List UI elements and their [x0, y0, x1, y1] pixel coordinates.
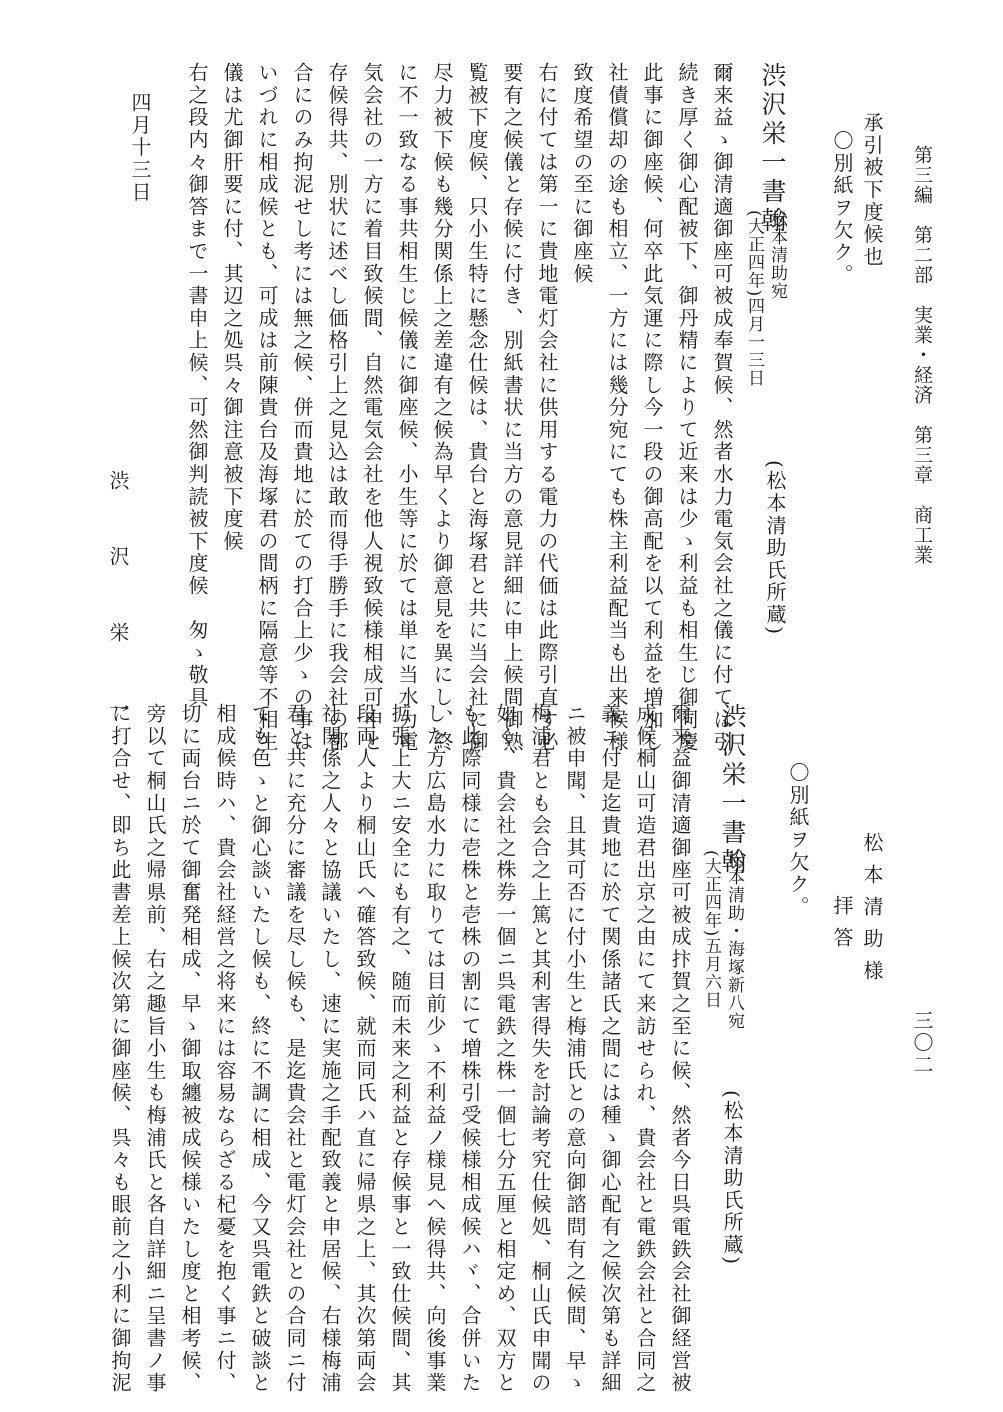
bottom-body-line: 段両人より桐山氏へ確答致候、就而同氏ハ直に帰県之上、其次第両会	[353, 703, 377, 1395]
top-body-line: 続き厚く御心配被下、御丹精によりて近来は少ゝ利益も相生じ御同慶	[675, 62, 699, 754]
bottom-body-line: 拡張上大ニ安全にも有之、随而未来之利益と存候事と一致仕候間、其	[388, 703, 412, 1395]
top-body-line: 右に付ては第一に貴地電灯会社に供用する電力の代価は此際引直す必	[535, 62, 559, 754]
page-number: 三〇二	[910, 1010, 934, 1076]
top-body-line: 爾来益ゝ御清適御座可被成奉賀候、然者水力電気会社之儀に付ては引	[710, 62, 734, 754]
bottom-body-line: 如く、貴会社之株券一個ニ呉電鉄之株一個七分五厘と相定め、双方と	[493, 703, 517, 1395]
top-body-line: 致度希望の至に御座候	[570, 62, 594, 285]
bottom-body-line: した方広島水力に取りては目前少ゝ不利益ノ様見へ候得共、向後事業	[423, 703, 447, 1395]
top-date: (大正四年)四月一三日	[744, 210, 764, 388]
bottom-body-line: 成候桐山可造君出京之由にて来訪せられ、貴会社と電鉄会社と合同之	[633, 703, 657, 1395]
top-body-line: 右之段内々御答まで一書申上候、可然御判読被下度候 匆ゝ敬具	[185, 62, 209, 709]
bottom-body-line: 君と共に充分に審議を尽し候も、是迄貴会社と電灯会社との合同ニ付	[283, 703, 307, 1395]
top-body-line: 尽力被下候も幾分関係上之差違有之候為早くより御意見を異にし、終	[430, 62, 454, 754]
running-header: 第三編 第二部 実業・経済 第三章 商工業	[911, 145, 933, 565]
top-body-line: 合にのみ拘泥せし考には無之候、併而貴地に於ての打合上少ゝの事は	[290, 62, 314, 754]
top-body-line: 社債償却の途も相立、一方には幾分宛にても株主利益配当も出来候様	[605, 62, 629, 754]
top-body-line: に不一致なる事共相生じ候儀に御座候、小生等に於ては単に当水力電	[395, 62, 419, 754]
top-body-line: 儀は尤御肝要に付、其辺之処呉々御注意被下度候	[220, 62, 244, 553]
bottom-body-line: 切に両台ニ於て御奮発相成、早ゝ御取纏被成候様いたし度と相考候、	[178, 703, 202, 1395]
bottom-note: 〇別紙ヲ欠ク。	[786, 762, 810, 919]
bottom-body-line: 旁以て桐山氏之帰県前、右之趣旨小生も梅浦氏と各自詳細ニ呈書ノ事	[143, 703, 167, 1395]
bottom-reply: 拝答	[830, 895, 854, 959]
top-line-2: 〇別紙ヲ欠ク。	[830, 130, 854, 287]
top-body-line: いづれに相成候とも、可成は前陳貴台及海塚君の間柄に隔意等不相生	[255, 62, 279, 754]
bottom-source: (松本清助氏所蔵)	[720, 1090, 744, 1267]
bottom-date: (大正四年)五月六日	[701, 850, 721, 1010]
top-closing-date: 四月十三日	[128, 92, 152, 204]
top-body-line: 気会社の一方に着目致候間、自然電気会社を他人視致候様相成可申と	[360, 62, 384, 754]
top-body-line: 存候得共、別状に述べし価格引上之見込は敢而得手勝手に我会社の都	[325, 62, 349, 754]
bottom-body-line: も此際同様に壱株と壱株の割にて増株引受候様相成候ハヾ、合併いた	[458, 703, 482, 1395]
bottom-body-line: ても色ゝと御心談いたし候も、終に不調に相成、今又呉電鉄と破談と	[248, 703, 272, 1395]
top-body-line: 此事に御座候、何卒此気運に際し今一段の御高配を以て利益を増加し	[640, 62, 664, 754]
bottom-addressee-name: 松本清助様	[860, 832, 884, 992]
top-addressee: 松本清助宛	[767, 210, 787, 300]
bottom-body-line: 爾来益御清適御座可被成抃賀之至に候、然者今日呉電鉄会社御経営被	[668, 703, 692, 1395]
top-line-1: 承引被下度候也	[860, 112, 884, 269]
top-signature: 渋 沢 栄 一	[106, 470, 130, 736]
bottom-body-line: 義ニ付是迄貴地に於て関係諸氏之間には種ゝ御心配有之候次第も詳細	[598, 703, 622, 1395]
top-letter-title: 渋沢栄一書翰	[758, 62, 787, 236]
bottom-body-line: ニ被申聞、且其可否に付小生と梅浦氏との意向御諮問有之候間、早ゝ	[563, 703, 587, 1395]
bottom-body-line: に打合せ、即ち此書差上候次第に御座候、呉々も眼前之小利に御拘泥	[108, 703, 132, 1395]
top-body-line: 要有之候儀と存候に付き、別紙書状に当方の意見詳細に申上候間御熟	[500, 62, 524, 754]
top-source: (松本清助氏所蔵)	[763, 460, 787, 637]
bottom-letter-title: 渋沢栄一書翰	[718, 703, 747, 877]
bottom-body-line: 社関係之人々と協議いたし、速に実施之手配致義と申居候、右様梅浦	[318, 703, 342, 1395]
top-body-line: 覧被下度候、只小生特に懸念仕候は、貴台と海塚君と共に当会社に御	[465, 62, 489, 754]
bottom-body-line: 相成候時ハ、貴会社経営之将来には容易ならざる杞憂を抱く事ニ付、	[213, 703, 237, 1395]
bottom-addressee: 松本清助・海塚新八宛	[724, 850, 744, 1030]
bottom-body-line: 梅浦君とも会合之上篤と其利害得失を討論考究仕候処、桐山氏申聞の	[528, 703, 552, 1395]
